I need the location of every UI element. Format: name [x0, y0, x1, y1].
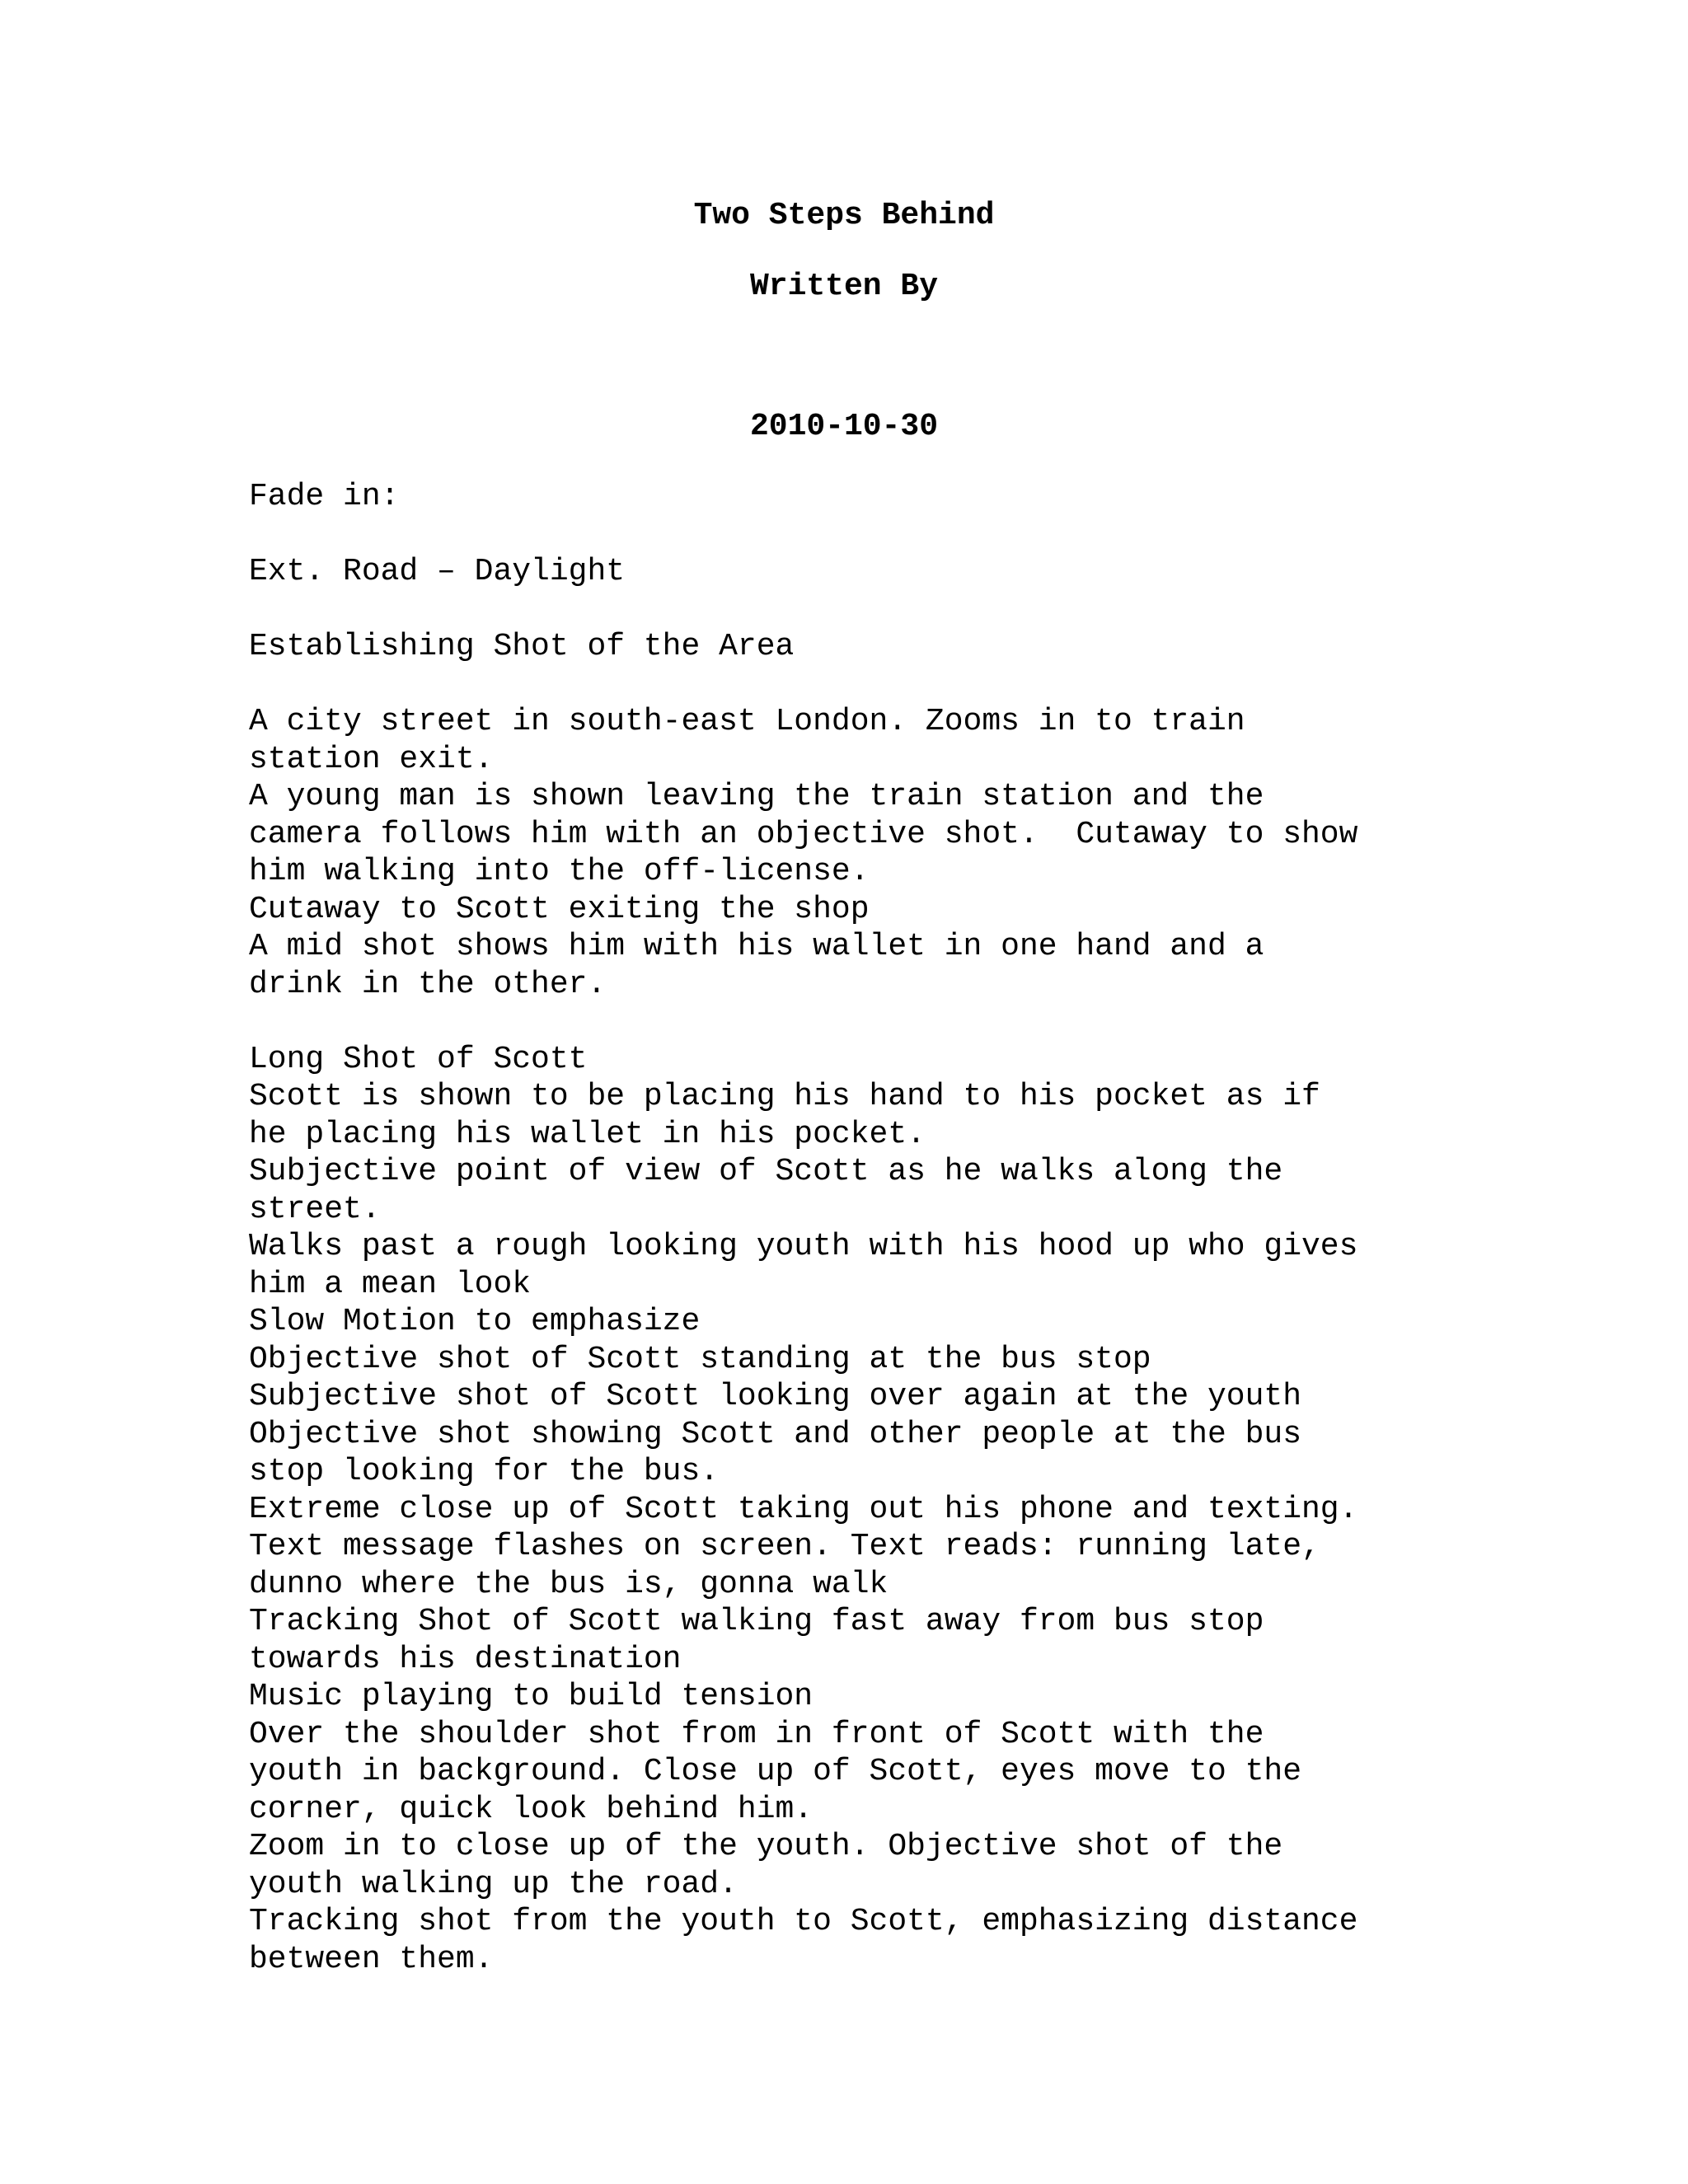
blank-line [249, 666, 1667, 704]
script-line: corner, quick look behind him. [249, 1791, 814, 1827]
script-line: him a mean look [249, 1266, 532, 1302]
script-line: Objective shot of Scott standing at the bus stop [249, 1341, 1151, 1377]
script-line: him walking into the off-license. [249, 854, 870, 889]
blank-line [249, 1003, 1667, 1041]
blank-line [249, 516, 1667, 554]
script-line: Over the shoulder shot from in front of Scott with the [249, 1716, 1264, 1752]
script-line: A young man is shown leaving the train station and the [249, 779, 1264, 814]
script-byline: Written By [749, 269, 939, 304]
script-line: stop looking for the bus. [249, 1454, 720, 1489]
script-line: Scott is shown to be placing his hand to his pocket as if [249, 1079, 1320, 1114]
script-line: Subjective shot of Scott looking over again at the youth [249, 1379, 1302, 1414]
script-line: towards his destination [249, 1641, 682, 1677]
script-date: 2010-10-30 [749, 409, 939, 444]
script-line: A city street in south-east London. Zooms in to train [249, 704, 1245, 739]
script-line: Long Shot of Scott [249, 1041, 588, 1077]
script-line: drink in the other. [249, 966, 607, 1002]
script-line: dunno where the bus is, gonna walk [249, 1566, 889, 1602]
script-line: Text message flashes on screen. Text reads: running late, [249, 1529, 1320, 1564]
script-line: Slow Motion to emphasize [249, 1304, 701, 1339]
script-line: Subjective point of view of Scott as he walks along the [249, 1154, 1283, 1189]
script-line: Establishing Shot of the Area [249, 629, 795, 664]
script-line: A mid shot shows him with his wallet in one hand and a [249, 929, 1264, 964]
script-line: Zoom in to close up of the youth. Objective shot of the [249, 1829, 1283, 1864]
script-line: Extreme close up of Scott taking out his phone and texting. [249, 1491, 1358, 1527]
script-line: he placing his wallet in his pocket. [249, 1116, 926, 1152]
script-line: Cutaway to Scott exiting the shop [249, 891, 870, 927]
script-line: Fade in: [249, 479, 400, 514]
script-line: street. [249, 1191, 381, 1227]
script-body [249, 478, 1667, 1978]
script-line: Walks past a rough looking youth with his hood up who gives [249, 1229, 1358, 1264]
script-line: youth in background. Close up of Scott, eyes move to the [249, 1754, 1302, 1789]
script-line: Tracking shot from the youth to Scott, emphasizing distance [249, 1904, 1358, 1939]
script-line: youth walking up the road. [249, 1866, 738, 1902]
script-line: camera follows him with an objective shot. Cutaway to show [249, 816, 1358, 852]
script-line: Objective shot showing Scott and other people at the bus [249, 1416, 1302, 1452]
script-title: Two Steps Behind [693, 198, 995, 233]
script-line: station exit. [249, 741, 494, 777]
blank-line [249, 591, 1667, 629]
script-line: between them. [249, 1941, 494, 1977]
script-line: Tracking Shot of Scott walking fast away from bus stop [249, 1604, 1264, 1639]
scene-heading: Ext. Road – Daylight [249, 554, 626, 589]
script-line: Music playing to build tension [249, 1679, 814, 1714]
